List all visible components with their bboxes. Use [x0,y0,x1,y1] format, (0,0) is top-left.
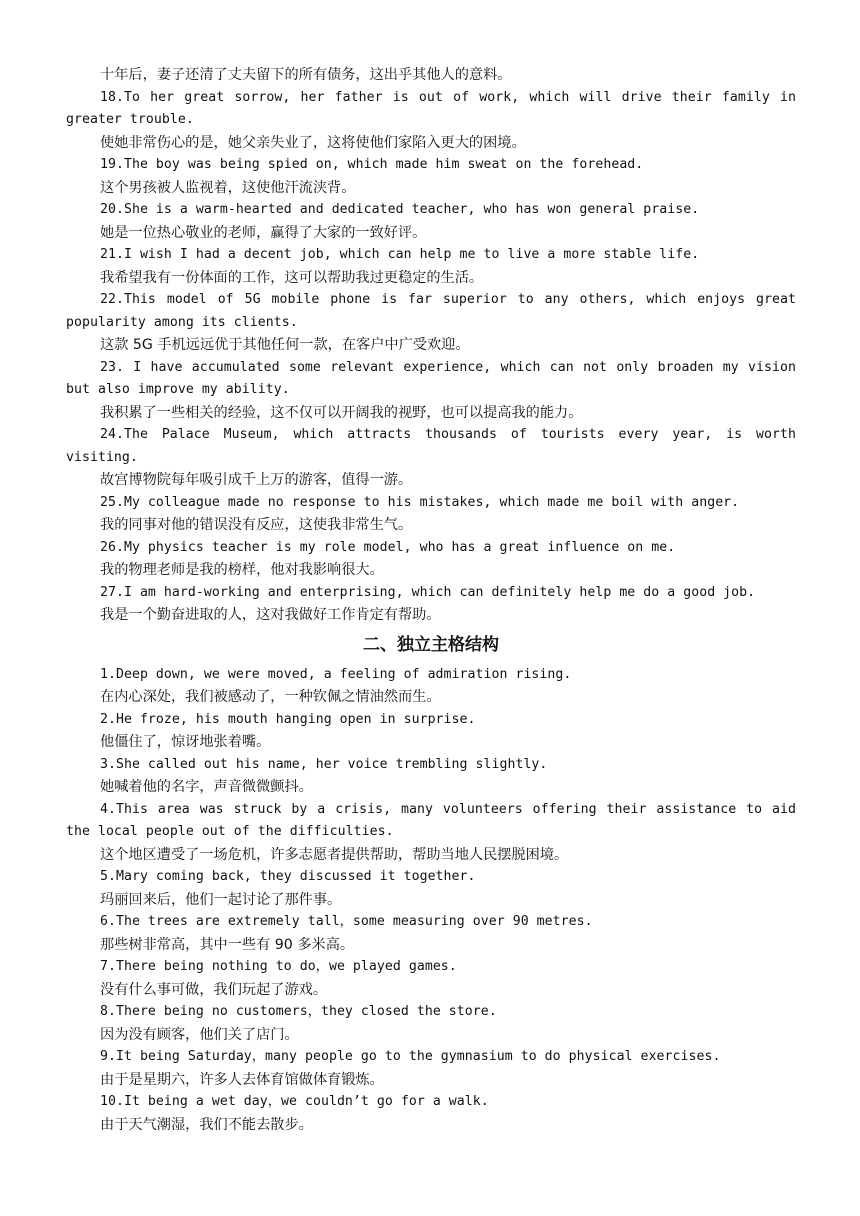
english-sentence-line: but also improve my ability. [66,382,290,397]
chinese-translation-line: 她是一位热心敬业的老师，赢得了大家的一致好评。 [100,224,427,241]
english-sentence-line: 7.There being nothing to do，we played games. [100,959,457,974]
chinese-translation-line: 故宫博物院每年吸引成千上万的游客，值得一游。 [100,472,413,488]
english-sentence-line: 23. I have accumulated some relevant experience, which can not only broaden my vision [100,359,796,375]
english-sentence-line: 2.He froze, his mouth hanging open in surprise. [100,711,476,727]
chinese-translation-line: 在内心深处，我们被感动了，一种钦佩之情油然而生。 [100,689,441,705]
chinese-translation-line: 玛丽回来后，他们一起讨论了那件事。 [100,891,342,908]
english-sentence-line: 27.I am hard-working and enterprising, which can definitely help me do a good job. [100,584,756,600]
document-content [66,64,796,1136]
english-sentence-line: 6.The trees are extremely tall，some measuring over 90 metres. [100,914,593,929]
english-sentence-line: 1.Deep down, we were moved, a feeling of admiration rising. [100,666,572,682]
english-sentence-line: 5.Mary coming back, they discussed it together. [100,869,476,884]
chinese-translation-line: 由于是星期六，许多人去体育馆做体育锻炼。 [100,1071,384,1088]
english-sentence-line: 10.It being a wet day，we couldn’t go for a walk. [100,1094,489,1109]
section-relative-clauses [66,64,796,627]
english-sentence-line: 3.She called out his name, her voice trembling slightly. [100,756,548,772]
english-sentence-line: 8.There being no customers，they closed the store. [100,1004,497,1019]
chinese-translation-line: 因为没有顾客，他们关了店门。 [100,1026,299,1043]
chinese-translation-line: 他僵住了，惊讶地张着嘴。 [100,734,271,750]
english-sentence-line: 22.This model of 5G mobile phone is far superior to any others, which enjoys great [100,292,796,307]
english-sentence-line: greater trouble. [66,112,194,127]
chinese-translation-line: 我积累了一些相关的经验，这不仅可以开阔我的视野，也可以提高我的能力。 [100,404,583,421]
english-sentence-line: 20.She is a warm-hearted and dedicated teacher, who has won general praise. [100,202,700,217]
english-sentence-line: 19.The boy was being spied on, which made him sweat on the forehead. [100,157,644,172]
english-sentence-line: 18.To her great sorrow, her father is out of work, which will drive their family in [100,89,796,105]
section-heading: 二、独立主格结构 [363,634,499,655]
chinese-translation-line: 这个地区遭受了一场危机，许多志愿者提供帮助，帮助当地人民摆脱困境。 [100,846,569,863]
chinese-translation-line: 那些树非常高，其中一些有 90 多米高。 [100,936,355,953]
english-sentence-line: 21.I wish I had a decent job, which can help me to live a more stable life. [100,247,700,262]
chinese-translation-line: 没有什么事可做，我们玩起了游戏。 [100,981,328,998]
chinese-translation-line: 十年后，妻子还清了丈夫留下的所有债务，这出乎其他人的意料。 [100,67,512,83]
english-sentence-line: visiting. [66,449,138,465]
chinese-translation-line: 我希望我有一份体面的工作，这可以帮助我过更稳定的生活。 [100,269,484,286]
chinese-translation-line: 她喊着他的名字，声音微微颤抖。 [100,779,313,795]
english-sentence-line: 24.The Palace Museum, which attracts thousands of tourists every year, is worth [100,427,796,442]
chinese-translation-line: 我的同事对他的错误没有反应，这使我非常生气。 [100,517,413,533]
english-sentence-line: 26.My physics teacher is my role model, who has a great influence on me. [100,539,676,555]
english-sentence-line: 25.My colleague made no response to his mistakes, which made me boil with anger. [100,494,740,510]
chinese-translation-line: 这个男孩被人监视着，这使他汗流浃背。 [100,179,356,196]
chinese-translation-line: 使她非常伤心的是，她父亲失业了，这将使他们家陷入更大的困境。 [100,134,526,151]
chinese-translation-line: 我是一个勤奋进取的人，这对我做好工作肯定有帮助。 [100,607,441,623]
chinese-translation-line: 这款 5G 手机远远优于其他任何一款，在客户中广受欢迎。 [100,337,470,353]
chinese-translation-line: 我的物理老师是我的榜样，他对我影响很大。 [100,562,384,578]
english-sentence-line: 9.It being Saturday，many people go to the gymnasium to do physical exercises. [100,1049,721,1064]
section-absolute-construction [66,664,796,1137]
chinese-translation-line: 由于天气潮湿，我们不能去散步。 [100,1116,313,1133]
english-sentence-line: the local people out of the difficulties. [66,824,394,839]
english-sentence-line: popularity among its clients. [66,314,298,330]
english-sentence-line: 4.This area was struck by a crisis, many volunteers offering their assistance to aid [100,801,796,817]
